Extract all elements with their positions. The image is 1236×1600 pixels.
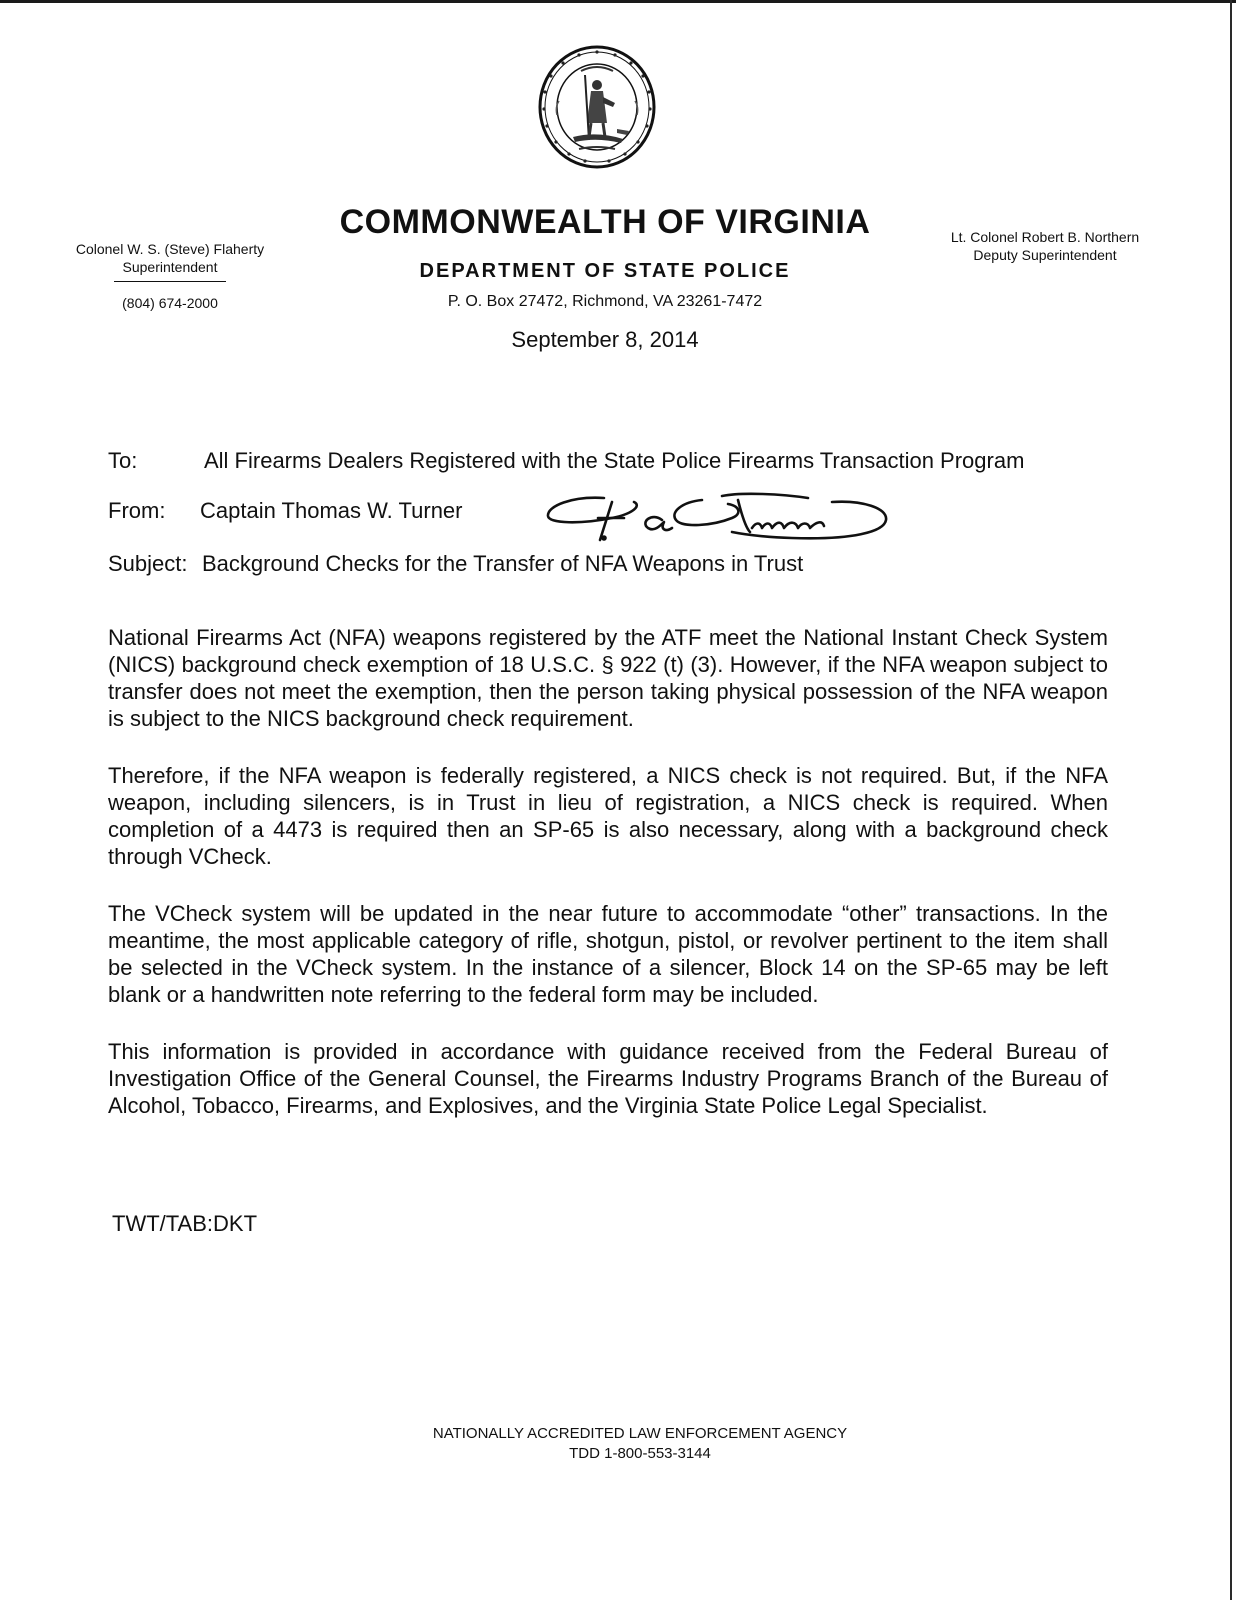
department-name: DEPARTMENT OF STATE POLICE — [419, 260, 791, 282]
memo-from-row — [108, 497, 463, 525]
letter-date: September 8, 2014 — [511, 327, 699, 352]
superintendent-name: Colonel W. S. (Steve) Flaherty — [75, 241, 265, 257]
mailing-address: P. O. Box 27472, Richmond, VA 23261-7472 — [447, 293, 763, 310]
subject-label: Subject: — [108, 551, 188, 576]
memo-to-row — [108, 447, 1024, 475]
scan-edge-top — [0, 0, 1236, 3]
superintendent-block — [55, 240, 285, 312]
from-label: From: — [108, 498, 166, 523]
divider — [114, 281, 226, 282]
agency-name: COMMONWEALTH OF VIRGINIA — [339, 203, 871, 241]
deputy-title: Deputy Superintendent — [973, 247, 1117, 263]
letterhead-center — [290, 200, 920, 354]
virginia-state-seal-icon — [537, 45, 657, 170]
scan-edge-right — [1230, 0, 1232, 1600]
letter-footer — [300, 1424, 980, 1464]
to-label: To: — [108, 448, 138, 473]
accreditation-line: NATIONALLY ACCREDITED LAW ENFORCEMENT AGENCY — [432, 1425, 848, 1442]
body-paragraph: National Firearms Act (NFA) weapons registered by the ATF meet the National Instant Check System (NICS) background check exemption of 18 U.S.C. § 922 (t) (3). However, if the NFA weapon subject to transfer does not meet the exemption, then the person taking physical possession of the NFA weapon is subject to the NICS background check requirement. — [108, 625, 1108, 731]
handwritten-signature-icon — [542, 488, 892, 550]
body-paragraph: Therefore, if the NFA weapon is federally registered, a NICS check is not required. But, if the NFA weapon, including silencers, is in Trust in lieu of registration, a NICS check is required. When completion of a 4473 is required then an SP-65 is also necessary, along with a background check through VCheck. — [108, 763, 1108, 869]
reference-initials: TWT/TAB:DKT — [112, 1211, 258, 1236]
deputy-superintendent-block — [925, 228, 1165, 264]
from-value: Captain Thomas W. Turner — [200, 498, 463, 523]
to-value: All Firearms Dealers Registered with the State Police Firearms Transaction Program — [204, 448, 1025, 473]
body-paragraph: This information is provided in accordance with guidance received from the Federal Bureau of Investigation Office of the General Counsel, the Firearms Industry Programs Branch of the Bureau of Alcohol, Tobacco, Firearms, and Explosives, and the Virginia State Police Legal Specialist. — [108, 1039, 1108, 1118]
memo-subject-row — [108, 550, 803, 578]
subject-value: Background Checks for the Transfer of NFA Weapons in Trust — [202, 551, 804, 576]
deputy-name: Lt. Colonel Robert B. Northern — [950, 229, 1140, 245]
body-paragraph: The VCheck system will be updated in the near future to accommodate “other” transactions. In the meantime, the most applicable category of rifle, shotgun, pistol, or revolver pertinent to the item shall be selected in the VCheck system. In the instance of a silencer, Block 14 on the SP-65 may be left blank or a handwritten note referring to the federal form may be included. — [108, 901, 1108, 1007]
letter-body — [108, 624, 1108, 1149]
phone-number: (804) 674-2000 — [122, 295, 218, 311]
tdd-number: TDD 1-800-553-3144 — [569, 1445, 711, 1462]
superintendent-title: Superintendent — [122, 259, 218, 275]
